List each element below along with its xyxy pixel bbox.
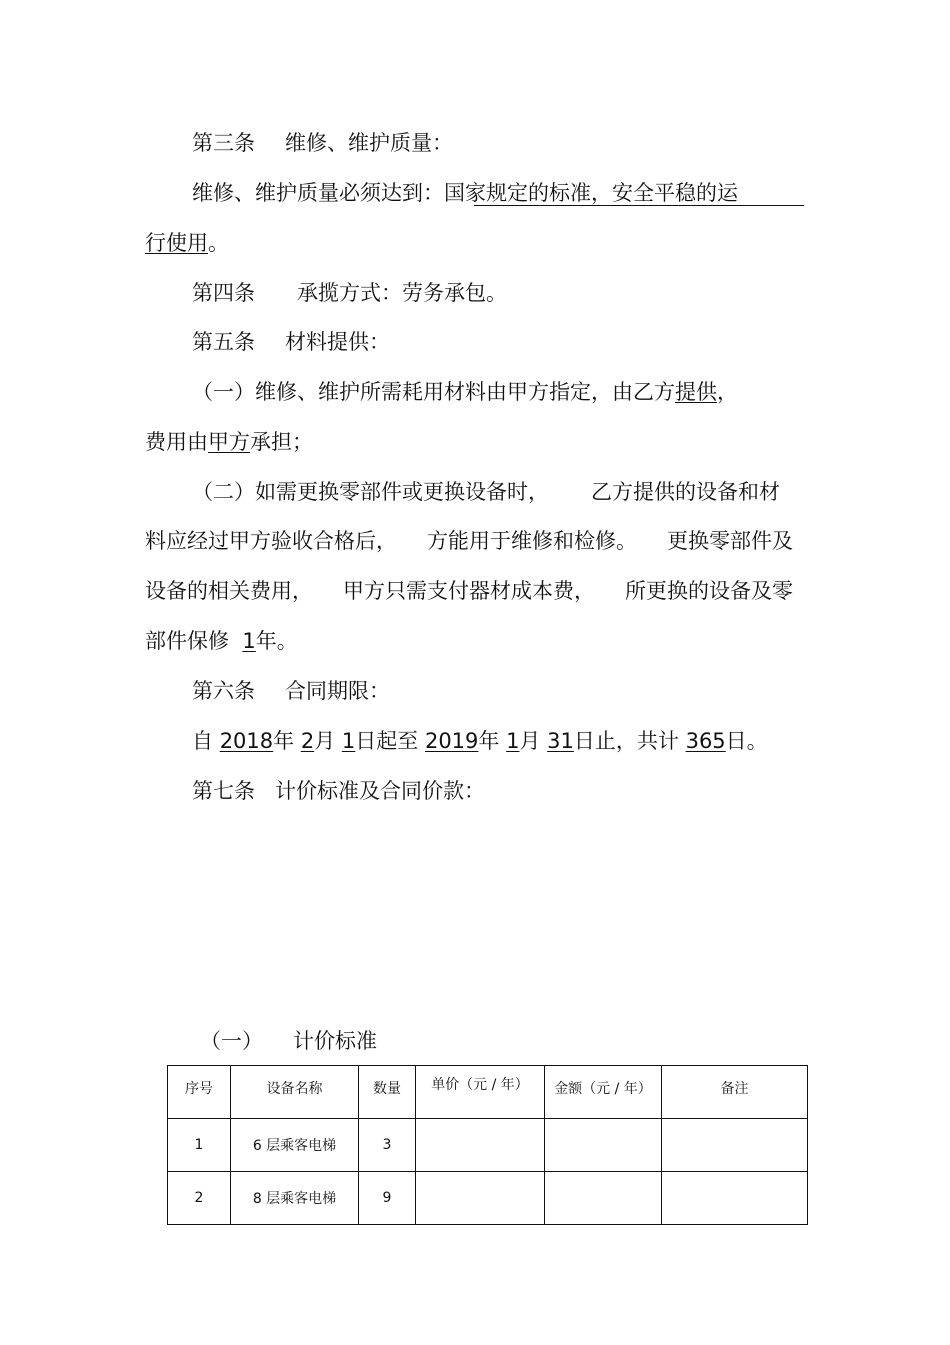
article7-heading-line [192, 777, 485, 805]
article6-term-line: 自 2018年 2月 1日起至 2019年 1月 31日止，共计 365日。 [192, 729, 768, 753]
table-cell: 9 [359, 1172, 416, 1225]
article6-heading: 第六条 [192, 679, 255, 703]
article5-heading-line [192, 328, 390, 356]
end-month: 1 [506, 729, 520, 753]
end-year: 2019 [424, 729, 479, 753]
article5-p2-line2: 料应经过甲方验收合格后， 方能用于维修和检修。 更换零部件及 [145, 529, 793, 553]
article6-heading-line [192, 677, 390, 705]
article4-line [192, 279, 507, 307]
pricing-table [167, 1065, 808, 1225]
table-cell [416, 1172, 545, 1225]
header-cell: 数量 [359, 1066, 416, 1119]
article5-p2-line1: （二）如需更换零部件或更换设备时， 乙方提供的设备和材 [192, 480, 780, 504]
article4-heading: 第四条 [192, 281, 255, 305]
start-day: 1 [341, 729, 356, 753]
header-cell: 序号 [168, 1066, 231, 1119]
start-year: 2018 [219, 729, 274, 753]
article5-p1-line1: （一）维修、维护所需耗用材料由甲方指定，由乙方提供， [192, 380, 738, 404]
article5-p2-line3: 设备的相关费用， 甲方只需支付器材成本费， 所更换的设备及零 [145, 579, 793, 603]
header-cell: 金额（元 / 年） [545, 1066, 662, 1119]
article3-title: 维修、维护质量： [285, 131, 453, 155]
article3-standard-underlined: 家规定的标准，安全平稳的运 [465, 181, 738, 205]
header-cell: 设备名称 [231, 1066, 359, 1119]
article7-heading: 第七条 [192, 779, 255, 803]
article3-heading: 第三条 [192, 131, 255, 155]
table-cell: 1 [168, 1119, 231, 1172]
header-cell: 备注 [662, 1066, 808, 1119]
start-month: 2 [300, 729, 315, 753]
article6-title: 合同期限： [285, 679, 390, 703]
table-cell: 8 层乘客电梯 [231, 1172, 359, 1225]
article3-text-line1: 维修、维护质量必须达到：国家规定的标准，安全平稳的运 [192, 181, 738, 205]
article7-title: 计价标准及合同价款： [275, 779, 486, 803]
table-cell: 6 层乘客电梯 [231, 1119, 359, 1172]
section1-heading: （一） 计价标准 [200, 1029, 377, 1053]
article5-title: 材料提供： [285, 330, 390, 354]
table-cell: 3 [359, 1119, 416, 1172]
table-cell [416, 1119, 545, 1172]
article3-text-line2: 行使用。 [145, 231, 229, 255]
article5-heading: 第五条 [192, 330, 255, 354]
end-day: 31 [547, 729, 574, 753]
article5-p2-line4: 部件保修 1年。 [145, 629, 298, 653]
table-cell: 2 [168, 1172, 231, 1225]
article4-text: 承揽方式：劳务承包。 [297, 281, 507, 305]
article3-underline-1 [474, 205, 804, 206]
article3-heading-line [192, 129, 453, 157]
article5-p1-line2: 费用由甲方承担； [145, 430, 313, 454]
table-row [168, 1119, 808, 1172]
table-cell [545, 1172, 662, 1225]
header-cell: 单价（元 / 年） [416, 1066, 545, 1119]
table-cell [545, 1119, 662, 1172]
table-row [168, 1172, 808, 1225]
warranty-years: 1 [242, 629, 256, 653]
table-header-row [168, 1066, 808, 1119]
total-days: 365 [685, 729, 726, 753]
table-cell [662, 1119, 808, 1172]
table-cell [662, 1172, 808, 1225]
